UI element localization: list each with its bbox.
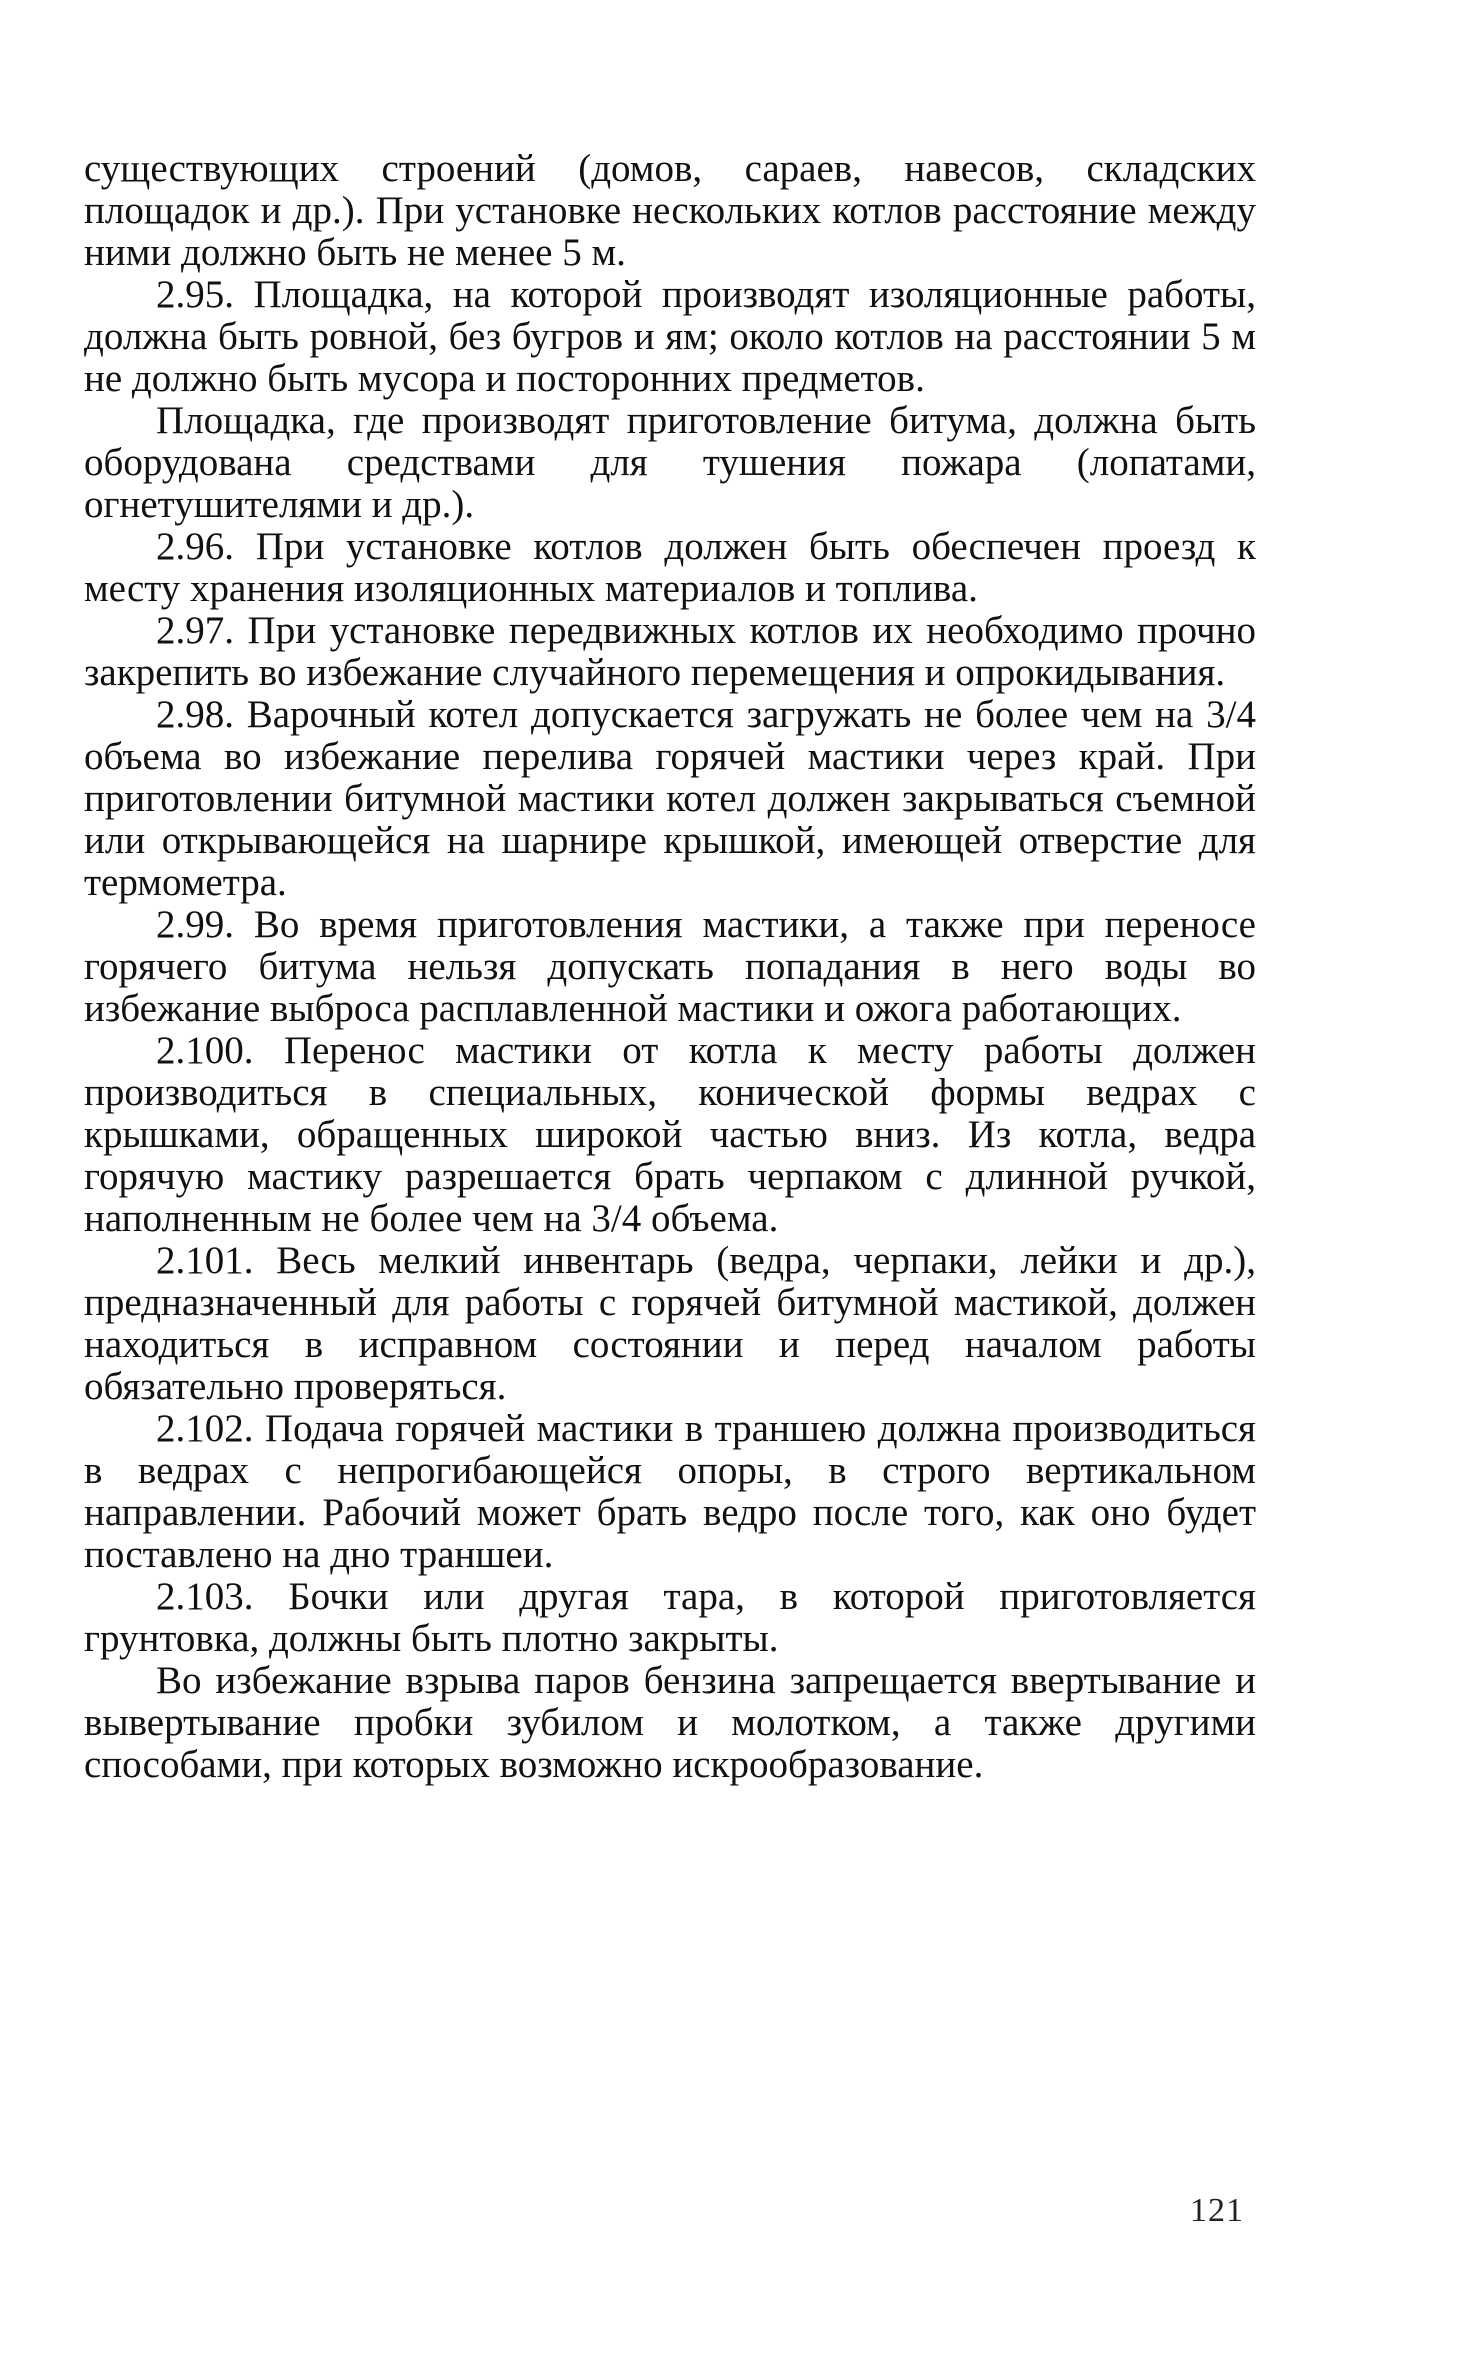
paragraph: 2.101. Весь мелкий инвентарь (ведра, черпаки, лейки и др.), предназначенный для работы с горячей битумной мастикой, должен находиться в исправном состоянии и перед началом работы обязательно проверяться. [84,1239,1256,1408]
paragraph: 2.100. Перенос мастики от котла к месту работы должен производиться в специальных, конической формы ведрах с крышками, обращенных широкой частью вниз. Из котла, ведра горячую мастику разрешается брать черпаком с длинной ручкой, наполненным не более чем на 3/4 объема. [84,1029,1256,1240]
paragraph: 2.99. Во время приготовления мастики, а также при переносе горячего битума нельзя допускать попадания в него воды во избежание выброса расплавленной мастики и ожога работающих. [84,903,1256,1030]
paragraph: 2.102. Подача горячей мастики в траншею должна производиться в ведрах с непрогибающейся опоры, в строго вертикальном направлении. Рабочий может брать ведро после того, как оно будет поставлено на дно траншеи. [84,1407,1256,1576]
page-body [84,148,1256,1786]
paragraph: существующих строений (домов, сараев, навесов, складских площадок и др.). При установке нескольких котлов расстояние между ними должно быть не менее 5 м. [84,147,1256,274]
paragraph: 2.95. Площадка, на которой производят изоляционные работы, должна быть ровной, без бугров и ям; около котлов на расстоянии 5 м не должно быть мусора и посторонних предметов. [84,273,1256,400]
paragraph: 2.98. Варочный котел допускается загружать не более чем на 3/4 объема во избежание перелива горячей мастики через край. При приготовлении битумной мастики котел должен закрываться съемной или открывающейся на шарнире крышкой, имеющей отверстие для термометра. [84,693,1256,904]
page-number: 121 [1190,2192,1244,2229]
paragraph: 2.97. При установке передвижных котлов их необходимо прочно закрепить во избежание случайного перемещения и опрокидывания. [84,609,1256,694]
paragraph: 2.96. При установке котлов должен быть обеспечен проезд к месту хранения изоляционных материалов и топлива. [84,525,1256,610]
paragraph: 2.103. Бочки или другая тара, в которой приготовляется грунтовка, должны быть плотно закрыты. [84,1575,1256,1660]
paragraph: Площадка, где производят приготовление битума, должна быть оборудована средствами для тушения пожара (лопатами, огнетушителями и др.). [84,399,1256,526]
paragraph: Во избежание взрыва паров бензина запрещается ввертывание и вывертывание пробки зубилом и молотком, а также другими способами, при которых возможно искрообразование. [84,1659,1256,1786]
